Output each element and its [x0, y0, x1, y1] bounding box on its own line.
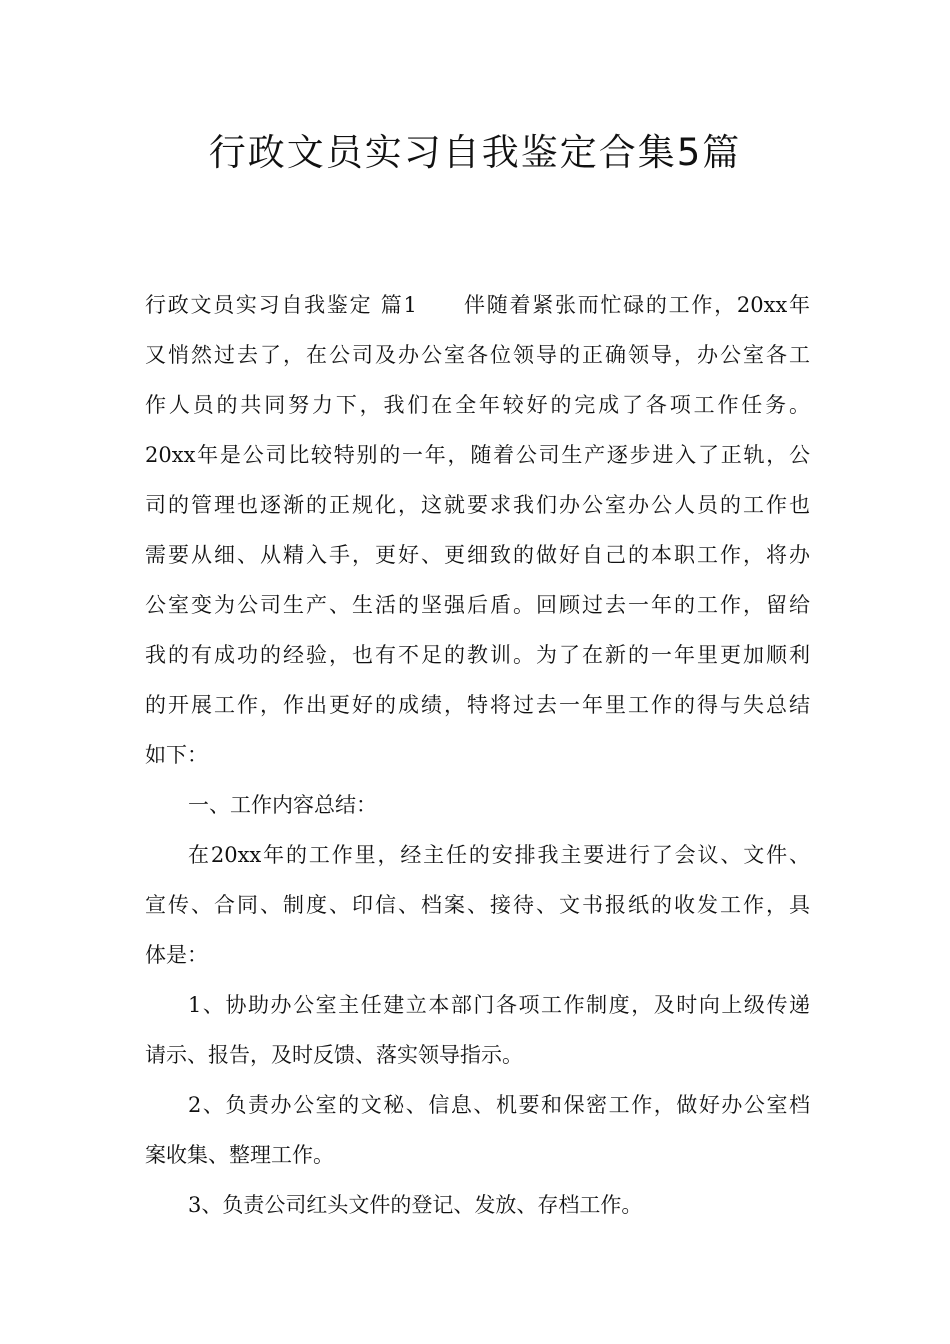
text-line: 宣传、合同、制度、印信、档案、接待、文书报纸的收发工作，具: [145, 893, 810, 917]
text-line: 请示、报告，及时反馈、落实领导指示。: [145, 1043, 523, 1067]
text-line: 作人员的共同努力下，我们在全年较好的完成了各项工作任务。: [145, 393, 810, 417]
text-line: 20xx年是公司比较特别的一年，随着公司生产逐步进入了正轨，公: [145, 443, 810, 467]
text-line: 在20xx年的工作里，经主任的安排我主要进行了会议、文件、: [188, 843, 810, 867]
text-line: 行政文员实习自我鉴定 篇1 伴随着紧张而忙碌的工作，20xx年: [145, 293, 810, 317]
text-line: 公室变为公司生产、生活的坚强后盾。回顾过去一年的工作，留给: [145, 593, 810, 617]
text-line: 案收集、整理工作。: [145, 1143, 334, 1167]
text-line: 司的管理也逐渐的正规化，这就要求我们办公室办公人员的工作也: [145, 493, 810, 517]
list-item: 3、负责公司红头文件的登记、发放、存档工作。: [188, 1193, 643, 1217]
text-line: 需要从细、从精入手，更好、更细致的做好自己的本职工作，将办: [145, 543, 810, 567]
text-line: 又悄然过去了，在公司及办公室各位领导的正确领导，办公室各工: [145, 343, 810, 367]
text-line: 我的有成功的经验，也有不足的教训。为了在新的一年里更加顺利: [145, 643, 810, 667]
document-title: 行政文员实习自我鉴定合集5篇: [208, 131, 742, 174]
text-line: 的开展工作，作出更好的成绩，特将过去一年里工作的得与失总结: [145, 693, 810, 717]
text-line: 如下：: [145, 743, 208, 767]
list-item: 2、负责办公室的文秘、信息、机要和保密工作，做好办公室档: [188, 1093, 810, 1117]
section-heading: 一、工作内容总结：: [188, 793, 377, 817]
text-line: 体是：: [145, 943, 208, 967]
list-item: 1、协助办公室主任建立本部门各项工作制度，及时向上级传递: [188, 993, 810, 1017]
